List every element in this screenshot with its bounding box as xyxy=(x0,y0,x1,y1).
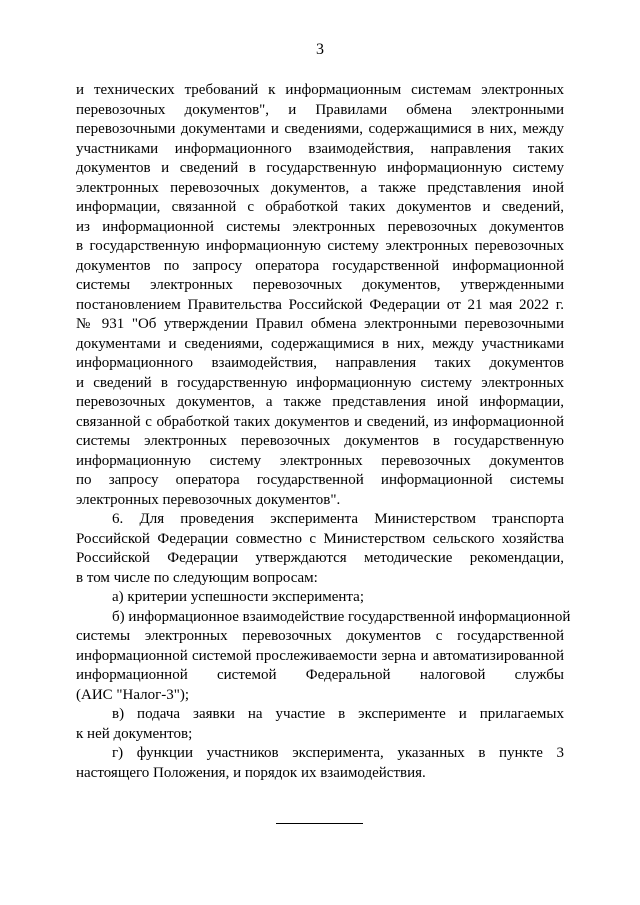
text-line: и технических требований к информационным системам электронных xyxy=(76,82,564,98)
paragraph-item-g xyxy=(76,744,564,783)
text-line: системы электронных перевозочных документов с государственной xyxy=(76,628,564,644)
paragraph-item-a xyxy=(76,588,564,608)
paragraph-item-6 xyxy=(76,510,564,588)
text-line: а) критерии успешности эксперимента; xyxy=(112,589,364,605)
text-line: настоящего Положения, и порядок их взаимодействия. xyxy=(76,764,426,781)
document-body xyxy=(76,81,571,783)
text-line: электронных перевозочных документов, а также представления иной xyxy=(76,179,564,196)
text-line: постановлением Правительства Российской Федерации от 21 мая 2022 г. xyxy=(76,296,564,313)
text-line: Российской Федерации утверждаются методические рекомендации, xyxy=(76,550,564,566)
text-line: перевозочных документов, а также представления иной информации, xyxy=(76,394,564,410)
paragraph-item-b xyxy=(76,608,571,706)
paragraph-continuation xyxy=(76,81,564,510)
text-line: перевозочными документами и сведениями, содержащимися в них, между xyxy=(76,121,564,137)
text-line: информационного взаимодействия, направления таких документов xyxy=(76,355,564,371)
text-line: 6. Для проведения эксперимента Министерством транспорта xyxy=(112,511,564,527)
page-number: 3 xyxy=(316,41,324,58)
text-line: из информационной системы электронных перевозочных документов xyxy=(76,218,564,235)
text-line: участниками информационного взаимодействия, направления таких xyxy=(76,140,564,157)
text-line: документов и сведений в государственную информационную систему xyxy=(76,160,564,176)
text-line: связанной с обработкой таких документов и сведений, из информационной xyxy=(76,413,564,430)
text-line: б) информационное взаимодействие государственной информационной xyxy=(112,608,571,625)
text-line: и сведений в государственную информационную систему электронных xyxy=(76,374,564,391)
text-line: информации, связанной с обработкой таких документов и сведений, xyxy=(76,199,564,215)
text-line: к ней документов; xyxy=(76,725,193,742)
text-line: системы электронных перевозочных документов в государственную xyxy=(76,433,564,449)
footer-separator-line xyxy=(276,823,363,824)
text-line: документов по запросу оператора государственной информационной xyxy=(76,257,564,274)
text-line: г) функции участников эксперимента, указанных в пункте 3 xyxy=(112,745,564,761)
text-line: перевозочных документов", и Правилами обмена электронными xyxy=(76,101,564,118)
paragraph-item-v xyxy=(76,705,564,744)
text-line: в) подача заявки на участие в эксперименте и прилагаемых xyxy=(112,706,564,722)
text-line: информационной системой прослеживаемости зерна и автоматизированной xyxy=(76,647,564,664)
text-line: Российской Федерации совместно с Министерством сельского хозяйства xyxy=(76,530,564,547)
text-line: в том числе по следующим вопросам: xyxy=(76,569,318,586)
text-line: (АИС "Налог-3"); xyxy=(76,686,190,703)
text-line: системы электронных перевозочных документов, утвержденными xyxy=(76,277,564,293)
text-line: информационную систему электронных перевозочных документов xyxy=(76,452,564,469)
text-line: электронных перевозочных документов". xyxy=(76,491,341,508)
text-line: по запросу оператора государственной информационной системы xyxy=(76,472,564,488)
text-line: в государственную информационную систему электронных перевозочных xyxy=(76,238,564,254)
text-line: информационной системой Федеральной налоговой службы xyxy=(76,667,564,683)
text-line: документами и сведениями, содержащимися в них, между участниками xyxy=(76,335,564,352)
text-line: № 931 "Об утверждении Правил обмена электронными перевозочными xyxy=(76,316,564,332)
